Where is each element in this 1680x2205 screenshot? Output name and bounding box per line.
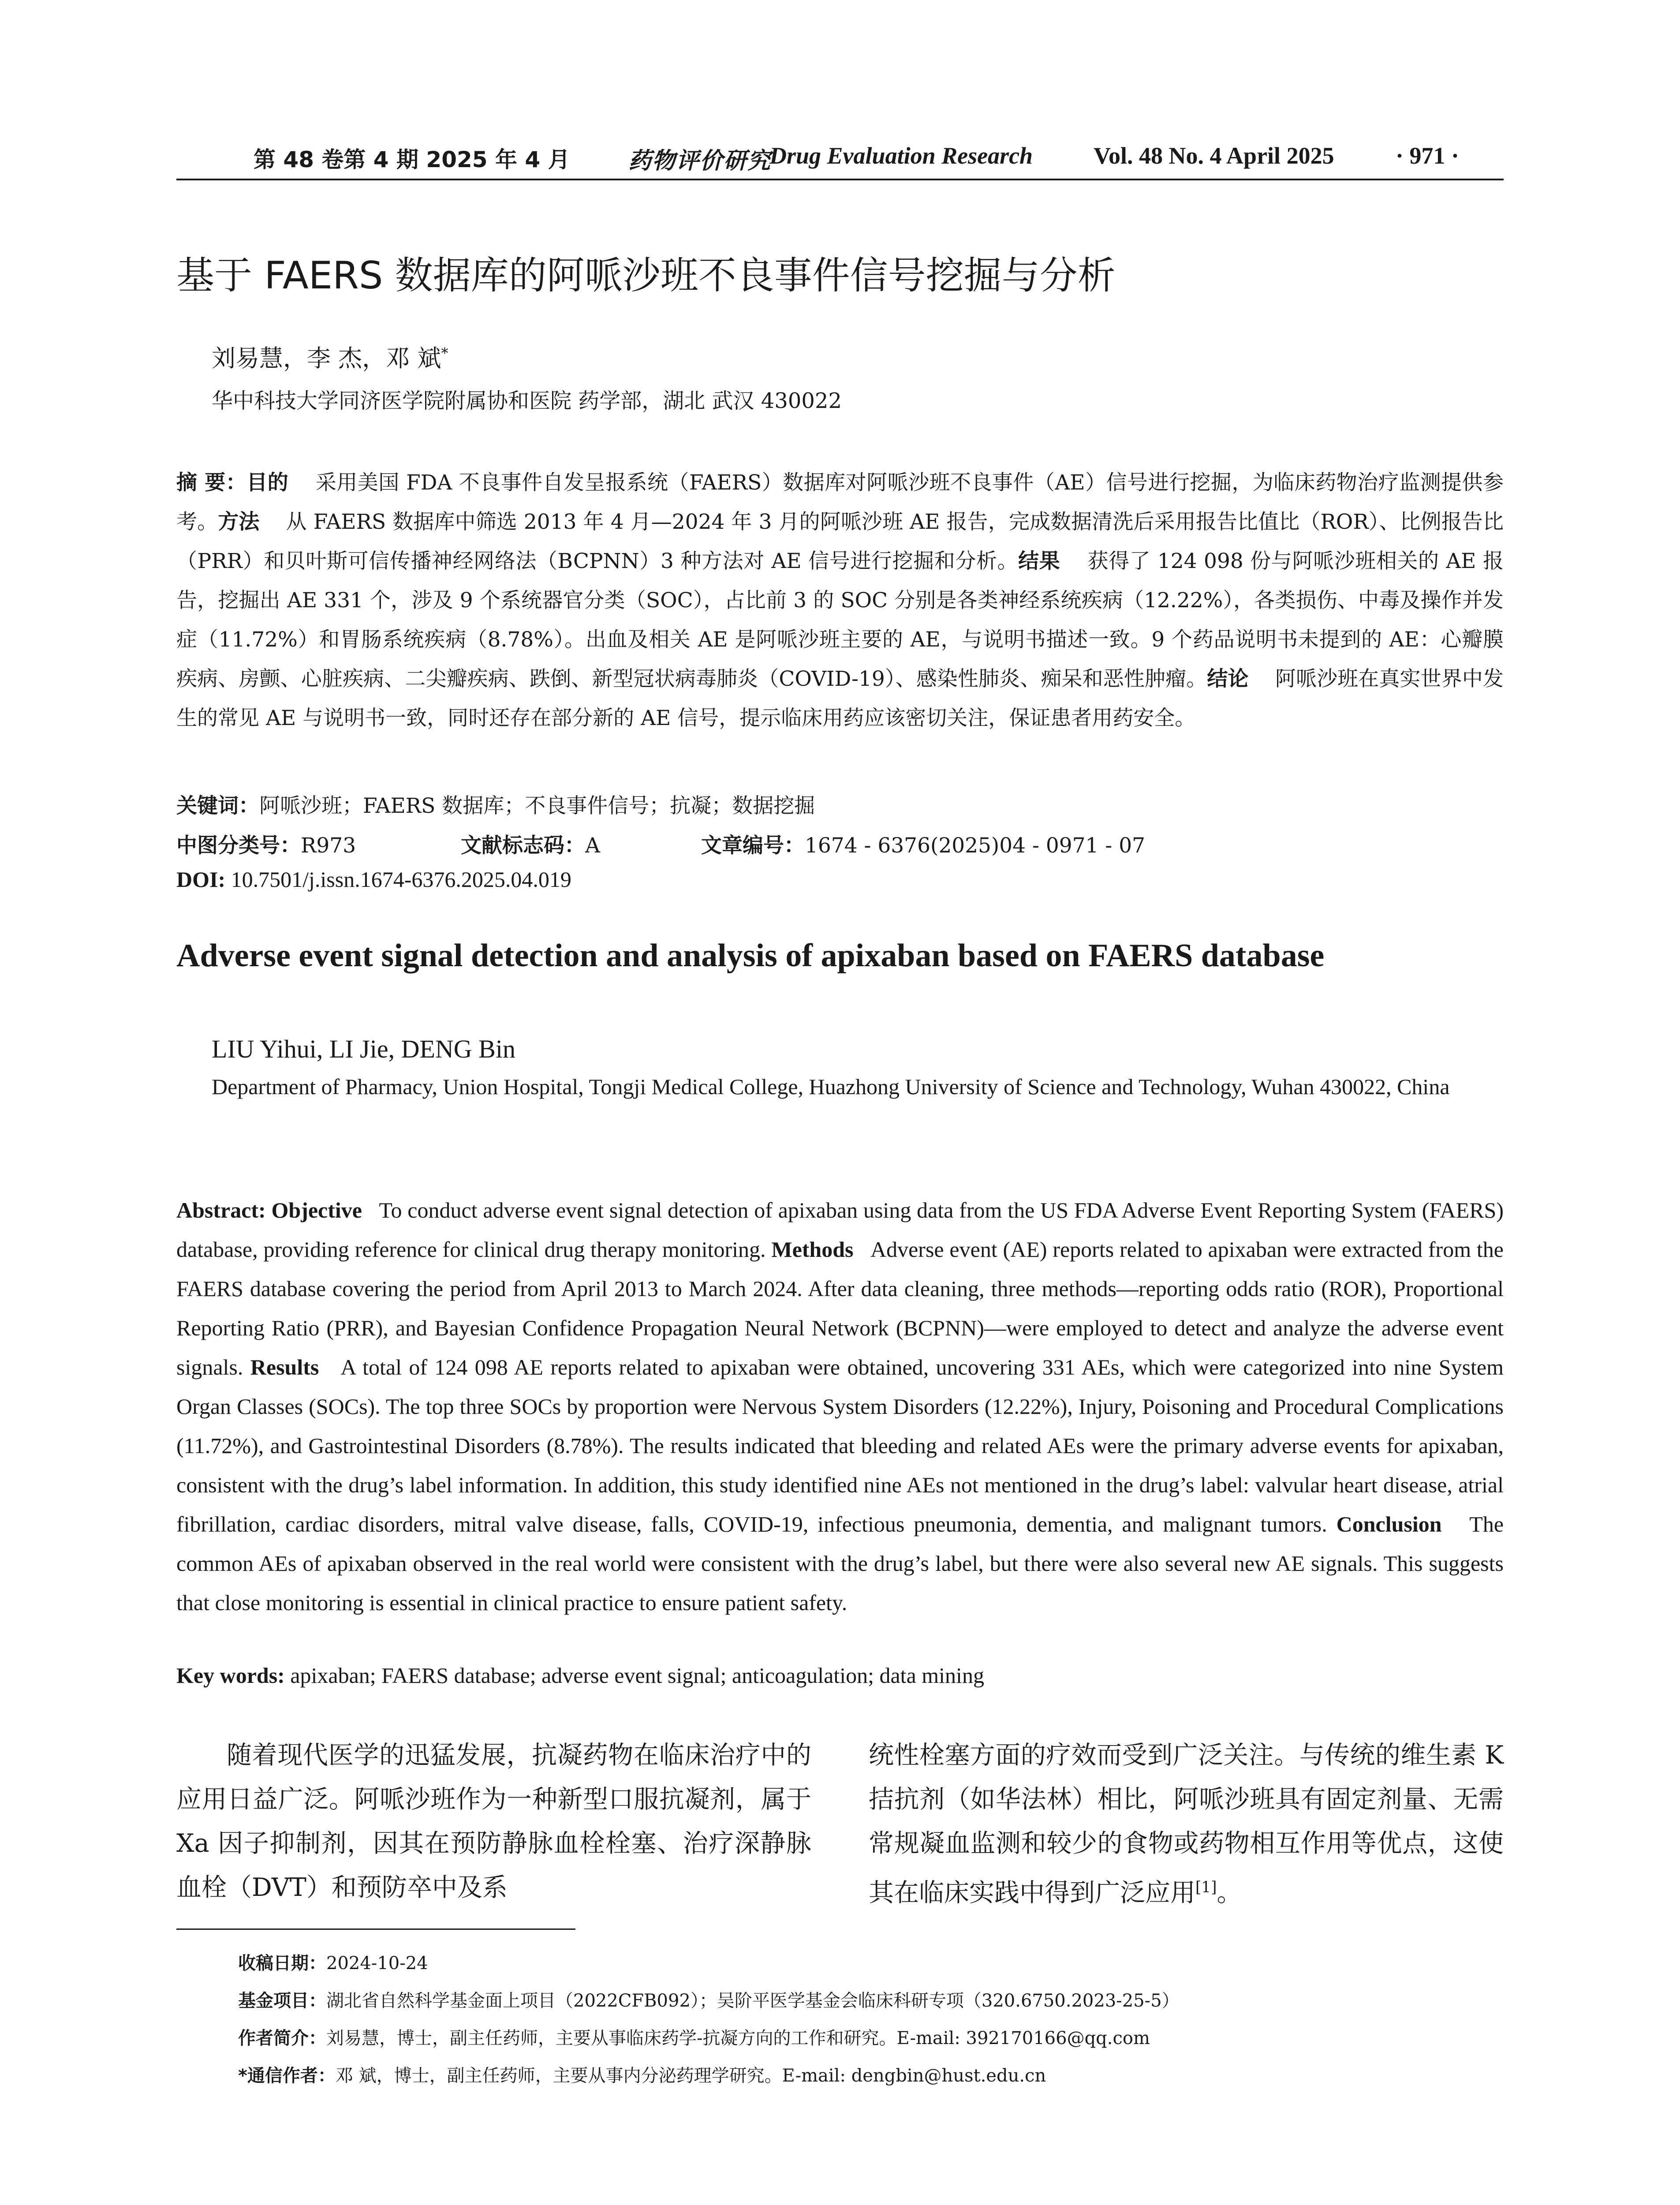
fund-value: 湖北省自然科学基金面上项目（2022CFB092）；吴阶平医学基金会临床科研专项（320.6750.2023-25-5）	[326, 1991, 1180, 2011]
article-no-value: 1674 - 6376(2025)04 - 0971 - 07	[805, 833, 1146, 858]
page-number: · 971 ·	[1396, 142, 1460, 169]
chinese-abstract	[176, 463, 1504, 738]
chinese-title: 基于 FAERS 数据库的阿哌沙班不良事件信号挖掘与分析	[176, 254, 1116, 298]
objective-text-en: To conduct adverse event signal detection of apixaban using data from the US FDA Adverse Event Reporting System (FAERS) database, providing reference for clinical drug therapy monitoring.	[176, 1198, 1504, 1262]
english-authors: LIU Yihui, LI Jie, DENG Bin	[212, 1035, 515, 1063]
objective-text-cn: 采用美国 FDA 不良事件自发呈报系统（FAERS）数据库对阿哌沙班不良事件（AE）信号进行挖掘，为临床药物治疗监测提供参考。	[176, 471, 1504, 534]
footnote-rule	[176, 1928, 575, 1930]
keywords-en	[176, 1663, 984, 1688]
body-paragraph-1-cont	[869, 1733, 1504, 1915]
journal-name-en: Drug Evaluation Research	[769, 142, 1033, 169]
running-header	[176, 132, 1504, 181]
issue-en: Vol. 48 No. 4 April 2025	[1094, 142, 1334, 169]
keywords-label-en: Key words:	[176, 1663, 285, 1688]
citation-ref: [1]	[1195, 1879, 1217, 1896]
keywords-cn	[176, 789, 815, 819]
results-label-en: Results	[250, 1355, 319, 1379]
author-label: 作者简介：	[238, 2028, 326, 2048]
clc-line	[176, 829, 1146, 859]
results-text-cn: 获得了 124 098 份与阿哌沙班相关的 AE 报告，挖掘出 AE 331 个，涉及 9 个系统器官分类（SOC），占比前 3 的 SOC 分别是各类神经系统疾病（12.22%），各类损伤、中毒及操作并发症（11.72%）和胃肠系统疾病（8.78%）。出血及相关 AE 是阿哌沙班主要的 AE，与说明书描述一致。9 个药品说明书未提到的 AE：心瓣膜疾病、房颤、心脏疾病、二尖瓣疾病、跌倒、新型冠状病毒肺炎（COVID-19）、感染性肺炎、痴呆和恶性肿瘤。	[176, 549, 1504, 691]
doi-label: DOI:	[176, 867, 226, 892]
fund-label: 基金项目：	[238, 1991, 326, 2011]
clc-value: R973	[301, 833, 356, 858]
author-value: 刘易慧，博士，副主任药师，主要从事临床药学-抗凝方向的工作和研究。E-mail: 392170166@qq.com	[326, 2028, 1150, 2048]
abstract-label-en: Abstract: Objective	[176, 1198, 362, 1222]
keywords-text-cn: 阿哌沙班；FAERS 数据库；不良事件信号；抗凝；数据挖掘	[259, 794, 815, 818]
conclusion-label-cn: 结论	[1207, 667, 1249, 691]
methods-text-cn: 从 FAERS 数据库中筛选 2013 年 4 月—2024 年 3 月的阿哌沙班 AE 报告，完成数据清洗后采用报告比值比（ROR）、比例报告比（PRR）和贝叶斯可信传播神经网络法（BCPNN）3 种方法对 AE 信号进行挖掘和分析。	[176, 510, 1504, 573]
conclusion-label-en: Conclusion	[1336, 1512, 1442, 1536]
abstract-label-cn: 摘 要：	[176, 471, 247, 495]
received-label: 收稿日期：	[238, 1953, 326, 1973]
body-column-left	[176, 1733, 811, 1910]
footnote-author	[238, 2024, 1150, 2049]
results-label-cn: 结果	[1018, 549, 1060, 573]
doi-value: 10.7501/j.issn.1674-6376.2025.04.019	[231, 867, 571, 892]
footnote-fund	[238, 1987, 1180, 2012]
chinese-affiliation: 华中科技大学同济医学院附属协和医院 药学部，湖北 武汉 430022	[212, 389, 842, 413]
footnote-received	[238, 1949, 428, 1974]
doc-code-label: 文献标志码：	[461, 833, 585, 858]
article-no-label: 文章编号：	[701, 833, 805, 858]
chinese-authors	[212, 340, 448, 374]
methods-label-cn: 方法	[218, 510, 260, 534]
header-rule	[176, 179, 1504, 180]
received-value: 2024-10-24	[326, 1953, 428, 1973]
english-affiliation: Department of Pharmacy, Union Hospital, Tongji Medical College, Huazhong University of Science and Technology, Wuhan 430022, China	[212, 1074, 1450, 1099]
results-text-en: A total of 124 098 AE reports related to apixaban were obtained, uncovering 331 AEs, which were categorized into nine System Organ Classes (SOCs). The top three SOCs by proportion were Nervous System Disorders (12.22%), Injury, Poisoning and Procedural Complications (11.72%), and Gastrointestinal Disorders (8.78%). The results indicated that bleeding and related AEs were the primary adverse events for apixaban, consistent with the drug’s label information. In addition, this study identified nine AEs not mentioned in the drug’s label: valvular heart disease, atrial fibrillation, cardiac disorders, mitral valve disease, falls, COVID-19, infectious pneumonia, dementia, and malignant tumors.	[176, 1355, 1504, 1536]
corr-label: *通信作者：	[238, 2066, 336, 2086]
body-paragraph-1: 随着现代医学的迅猛发展，抗凝药物在临床治疗中的应用日益广泛。阿哌沙班作为一种新型口服抗凝剂，属于 Xa 因子抑制剂，因其在预防静脉血栓栓塞、治疗深静脉血栓（DVT）和预防卒中及系	[176, 1741, 811, 1902]
corr-value: 邓 斌，博士，副主任药师，主要从事内分泌药理学研究。E-mail: dengbin@hust.edu.cn	[335, 2066, 1046, 2086]
doi-line	[176, 867, 571, 892]
methods-text-en: Adverse event (AE) reports related to apixaban were extracted from the FAERS database covering the period from April 2013 to March 2024. After data cleaning, three methods—reporting odds ratio (ROR), Proportional Reporting Ratio (PRR), and Bayesian Confidence Propagation Neural Network (BCPNN)—were employed to detect and analyze the adverse event signals.	[176, 1237, 1504, 1379]
methods-label-en: Methods	[771, 1237, 854, 1262]
body-paragraph-1-end: 。	[1217, 1878, 1242, 1907]
clc-label: 中图分类号：	[176, 833, 301, 858]
issue-cn: 第 48 卷第 4 期 2025 年 4 月	[254, 147, 570, 172]
journal-logo-cn: 药物评价研究	[628, 147, 772, 174]
keywords-label-cn: 关键词：	[176, 794, 259, 818]
doc-code-value: A	[585, 833, 600, 858]
conclusion-text-en: The common AEs of apixaban observed in the real world were consistent with the drug’s label, but there were also several new AE signals. This suggests that close monitoring is essential in clinical practice to ensure patient safety.	[176, 1512, 1504, 1615]
chinese-author-names: 刘易慧，李 杰，邓 斌	[212, 344, 441, 372]
english-title: Adverse event signal detection and analysis of apixaban based on FAERS database	[176, 938, 1325, 974]
footnote-corresponding	[238, 2062, 1046, 2087]
corresponding-mark: *	[441, 345, 448, 362]
objective-label-cn: 目的	[246, 471, 289, 495]
keywords-text-en: apixaban; FAERS database; adverse event signal; anticoagulation; data mining	[290, 1663, 984, 1688]
body-paragraph-1-cont-text: 统性栓塞方面的疗效而受到广泛关注。与传统的维生素 K 拮抗剂（如华法林）相比，阿哌沙班具有固定剂量、无需常规凝血监测和较少的食物或药物相互作用等优点，这使其在临床实践中得到广泛应用	[869, 1741, 1504, 1907]
body-column-right	[869, 1733, 1504, 1915]
conclusion-text-cn: 阿哌沙班在真实世界中发生的常见 AE 与说明书一致，同时还存在部分新的 AE 信号，提示临床用药应该密切关注，保证患者用药安全。	[176, 667, 1504, 730]
english-abstract	[176, 1191, 1504, 1622]
